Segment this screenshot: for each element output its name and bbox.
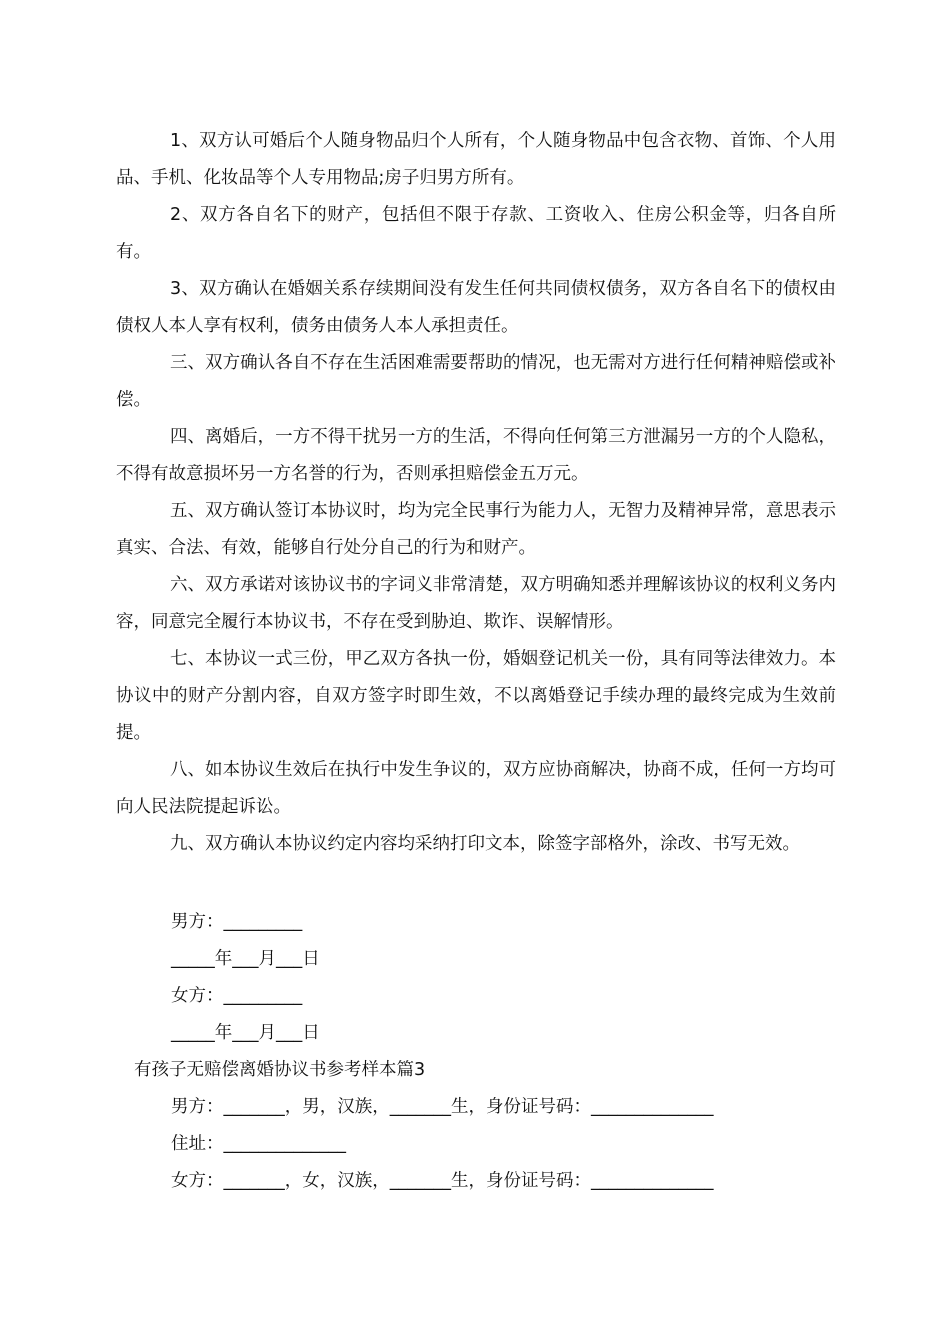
clause-paragraph-si: 四、离婚后，一方不得干扰另一方的生活，不得向任何第三方泄漏另一方的个人隐私，不得有故意损坏另一方名誉的行为，否则承担赔偿金五万元。 (116, 427, 836, 484)
male-info-line: 男方：_______，男，汉族，_______生，身份证号码：______________ (171, 1097, 714, 1117)
male-signature-line: 男方：_________ (171, 912, 303, 932)
clause-paragraph-3: 3、双方确认在婚姻关系存续期间没有发生任何共同债权债务，双方各自名下的债权由债权人本人享有权利，债务由债务人本人承担责任。 (116, 279, 836, 336)
clause-paragraph-liu: 六、双方承诺对该协议书的字词义非常清楚，双方明确知悉并理解该协议的权利义务内容，同意完全履行本协议书，不存在受到胁迫、欺诈、误解情形。 (116, 575, 836, 632)
clause-paragraph-qi: 七、本协议一式三份，甲乙双方各执一份，婚姻登记机关一份，具有同等法律效力。本协议中的财产分割内容，自双方签字时即生效，不以离婚登记手续办理的最终完成为生效前提。 (116, 649, 836, 743)
female-signature-line: 女方：_________ (171, 986, 303, 1006)
clause-paragraph-2: 2、双方各自名下的财产，包括但不限于存款、工资收入、住房公积金等，归各自所有。 (116, 205, 836, 262)
clause-paragraph-wu: 五、双方确认签订本协议时，均为完全民事行为能力人，无智力及精神异常，意思表示真实、合法、有效，能够自行处分自己的行为和财产。 (116, 501, 836, 558)
clause-paragraph-ba: 八、如本协议生效后在执行中发生争议的，双方应协商解决，协商不成，任何一方均可向人民法院提起诉讼。 (116, 760, 836, 817)
female-date-line: _____年___月___日 (171, 1023, 320, 1043)
female-info-line: 女方：_______，女，汉族，_______生，身份证号码：______________ (171, 1171, 714, 1191)
clause-paragraph-san: 三、双方确认各自不存在生活困难需要帮助的情况，也无需对方进行任何精神赔偿或补偿。 (116, 353, 836, 410)
male-date-line: _____年___月___日 (171, 949, 320, 969)
clause-paragraph-jiu: 九、双方确认本协议约定内容均采纳打印文本，除签字部格外，涂改、书写无效。 (170, 834, 800, 854)
clause-paragraph-1: 1、双方认可婚后个人随身物品归个人所有，个人随身物品中包含衣物、首饰、个人用品、手机、化妆品等个人专用物品;房子归男方所有。 (116, 131, 836, 188)
section-title: 有孩子无赔偿离婚协议书参考样本篇3 (134, 1060, 426, 1080)
address-line: 住址：______________ (171, 1134, 346, 1154)
